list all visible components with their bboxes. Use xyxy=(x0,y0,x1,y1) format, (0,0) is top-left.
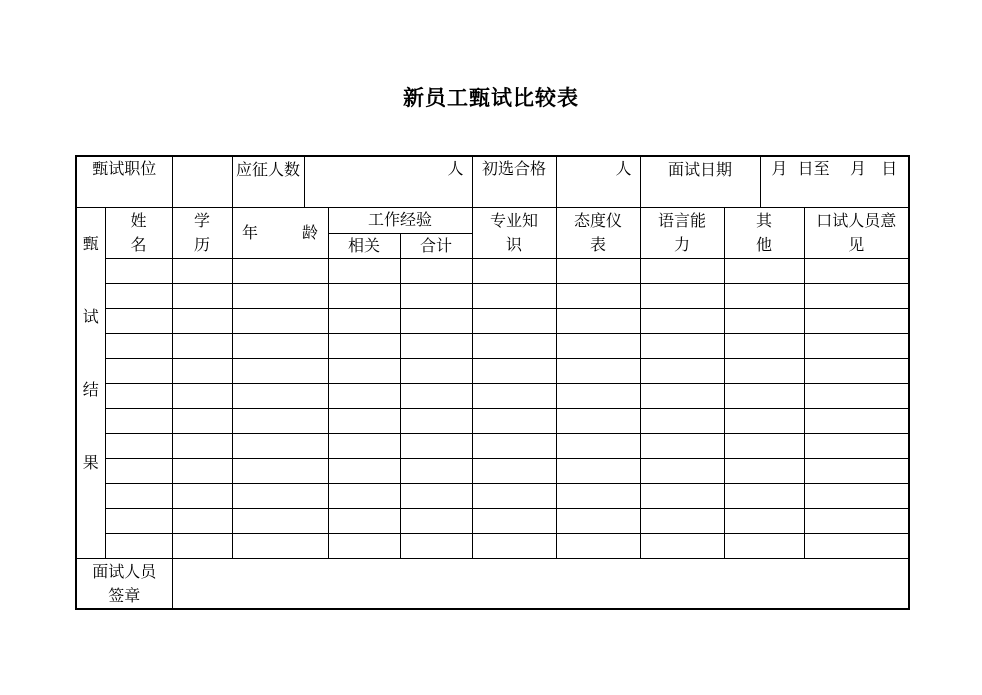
position-value-cell[interactable] xyxy=(172,156,232,208)
section-label-results: 甄 试 结 果 xyxy=(76,208,105,559)
col-experience-header: 工作经验 xyxy=(328,208,472,234)
date-month-1: 月 xyxy=(771,159,788,178)
date-day-2: 日 xyxy=(881,159,898,178)
table-row xyxy=(76,309,909,334)
applicants-unit: 人 xyxy=(447,159,464,178)
header-row xyxy=(76,156,909,208)
col-other-header: 其他 xyxy=(724,208,804,259)
col-education-header: 学历 xyxy=(172,208,232,259)
col-manner-header: 态度仪表 xyxy=(556,208,640,259)
interview-date-label: 面试日期 xyxy=(640,156,760,208)
position-label: 甄试职位 xyxy=(76,156,172,208)
interview-date-value-cell[interactable] xyxy=(760,156,909,208)
table-row xyxy=(76,384,909,409)
table-row xyxy=(76,334,909,359)
table-row xyxy=(76,409,909,434)
table-row xyxy=(76,459,909,484)
col-oral-opinion-header: 口试人员意见 xyxy=(804,208,909,259)
col-language-header: 语言能力 xyxy=(640,208,724,259)
col-age-header: 年 龄 xyxy=(232,208,328,259)
col-exp-total-header: 合计 xyxy=(400,234,472,259)
signature-value-cell[interactable] xyxy=(172,559,909,610)
table-row xyxy=(76,259,909,284)
col-name-header: 姓名 xyxy=(105,208,172,259)
table-row xyxy=(76,484,909,509)
date-month-2: 月 xyxy=(849,159,866,178)
signature-row xyxy=(76,559,909,610)
passed-unit: 人 xyxy=(615,159,632,178)
date-day-to: 日至 xyxy=(797,159,830,178)
comparison-table xyxy=(75,155,910,610)
passed-value-cell[interactable] xyxy=(556,156,640,208)
table-row xyxy=(76,284,909,309)
table-row xyxy=(76,509,909,534)
applicants-label: 应征人数 xyxy=(232,156,304,208)
col-exp-related-header: 相关 xyxy=(328,234,400,259)
signature-label: 面试人员签章 xyxy=(76,559,172,610)
column-header-row xyxy=(76,208,909,234)
page-title: 新员工甄试比较表 xyxy=(403,86,579,110)
table-row xyxy=(76,434,909,459)
passed-label: 初选合格 xyxy=(472,156,556,208)
col-knowledge-header: 专业知识 xyxy=(472,208,556,259)
table-row xyxy=(76,534,909,559)
table-row xyxy=(76,359,909,384)
applicants-value-cell[interactable] xyxy=(304,156,472,208)
